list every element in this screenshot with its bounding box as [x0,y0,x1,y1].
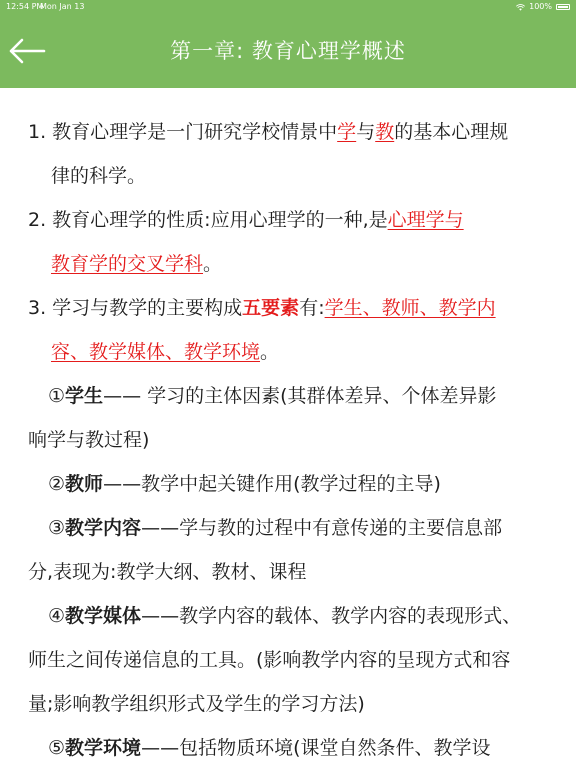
sub-1-term: 学生 [65,385,104,407]
item-1-highlight-learn: 学 [337,121,357,143]
status-time: 12:54 PM [6,2,44,11]
sub-5-text: ——包括物质环境(课堂自然条件、教学设 [141,737,491,759]
item-3-text: 3. 学习与教学的主要构成 [28,297,243,319]
sub-4-line-2 [28,638,510,682]
item-1-text: 的基本心理规 [394,121,509,143]
content-area [0,88,576,768]
page-title: 第一章: 教育心理学概述 [170,39,406,63]
sub-1-line-2 [28,418,149,462]
item-3-text: 有: [299,297,325,319]
item-2-line-2 [51,242,222,286]
item-1-line-1 [28,110,508,154]
status-bar [0,0,576,14]
status-right [516,0,570,14]
item-3-text: 。 [260,341,280,363]
item-3-highlight: 容、教学媒体、教学环境 [51,341,261,363]
sub-1-line-1 [48,374,497,418]
sub-3-text: ——学与教的过程中有意传递的主要信息部 [141,517,503,539]
sub-1-text: 响学与教过程) [28,429,150,451]
item-3-highlight: 学生、教师、教学内 [324,297,496,319]
sub-2-term: 教师 [65,473,104,495]
sub-5-number: ⑤ [48,737,66,759]
battery-icon [556,4,570,10]
sub-2-line-1 [48,462,441,506]
item-1-text: 与 [356,121,376,143]
item-2-text: 2. 教育心理学的性质:应用心理学的一种,是 [28,209,388,231]
sub-4-text: ——教学内容的载体、教学内容的表现形式、 [141,605,522,627]
sub-4-line-1 [48,594,521,638]
sub-5-term: 教学环境 [65,737,142,759]
item-2-text: 。 [203,253,223,275]
sub-4-line-3 [28,682,365,726]
sub-3-term: 教学内容 [65,517,142,539]
item-2-highlight: 教育学的交叉学科 [51,253,204,275]
item-3-line-2 [51,330,279,374]
sub-4-term: 教学媒体 [65,605,142,627]
item-2-line-1 [28,198,464,242]
item-3-line-1 [28,286,496,330]
sub-1-text: —— 学习的主体因素(其群体差异、个体差异影 [103,385,497,407]
wifi-icon [516,4,525,11]
item-1-text: 1. 教育心理学是一门研究学校情景中 [28,121,338,143]
item-2-highlight: 心理学与 [387,209,464,231]
sub-4-text: 量;影响教学组织形式及学生的学习方法) [28,693,365,715]
sub-3-text: 分,表现为:教学大纲、教材、课程 [28,561,307,583]
navigation-bar [0,14,576,88]
sub-5-line-1 [48,726,490,768]
sub-3-number: ③ [48,517,66,539]
sub-1-number: ① [48,385,66,407]
sub-3-line-1 [48,506,502,550]
item-1-highlight-teach: 教 [375,121,395,143]
item-1-text: 律的科学。 [51,165,147,187]
sub-2-number: ② [48,473,66,495]
sub-4-number: ④ [48,605,66,627]
battery-percent: 100% [529,2,552,11]
sub-2-text: ——教学中起关键作用(教学过程的主导) [103,473,441,495]
sub-4-text: 师生之间传递信息的工具。(影响教学内容的呈现方式和容 [28,649,511,671]
status-date: Mon Jan 13 [40,2,85,11]
item-3-five-elements: 五要素 [242,297,300,319]
sub-3-line-2 [28,550,306,594]
item-1-line-2 [51,154,146,198]
